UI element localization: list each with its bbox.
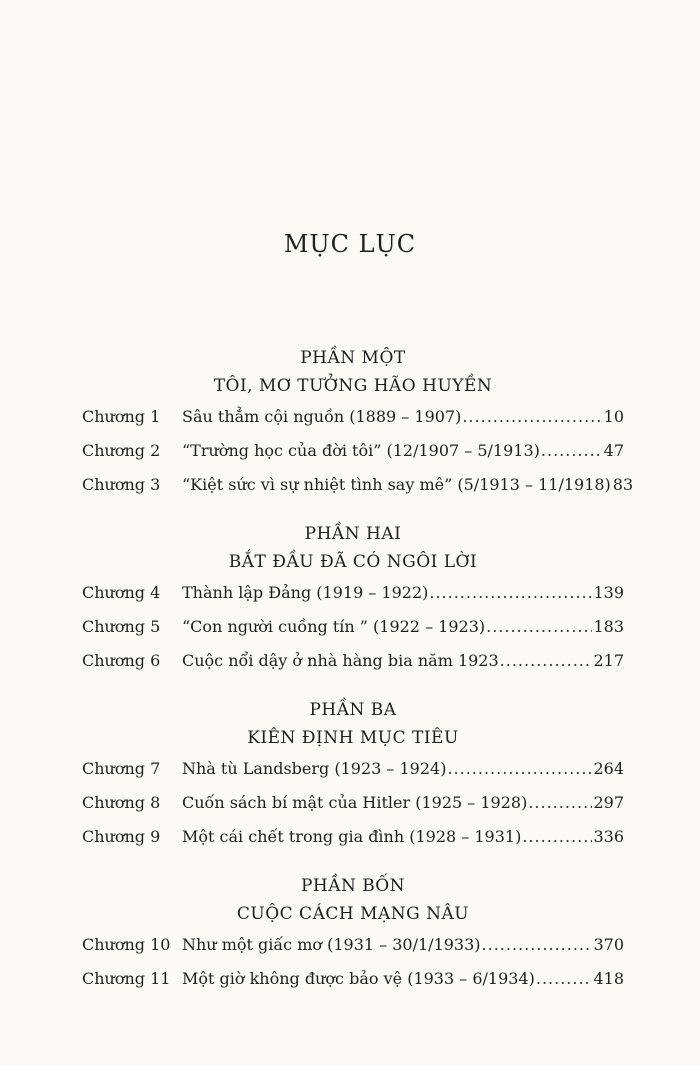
part-title: KIÊN ĐỊNH MỤC TIÊU xyxy=(247,728,459,748)
dot-leader xyxy=(486,617,592,636)
chapter-title: Cuốn sách bí mật của Hitler (1925 – 1928) xyxy=(182,793,528,812)
dot-leader xyxy=(429,583,592,602)
toc-entry[interactable] xyxy=(82,827,624,861)
toc-entry[interactable] xyxy=(82,617,624,651)
dot-leader xyxy=(482,935,593,954)
part-heading xyxy=(82,699,624,749)
dot-leader xyxy=(500,651,593,670)
part-title: CUỘC CÁCH MẠNG NÂU xyxy=(236,904,470,924)
toc-entry[interactable] xyxy=(82,969,624,1003)
page-number: 10 xyxy=(603,407,624,426)
toc-entry[interactable] xyxy=(82,407,624,441)
chapter-label: Chương 11 xyxy=(82,969,171,988)
part-label: PHẦN HAI xyxy=(304,524,402,544)
dot-leader xyxy=(447,759,592,778)
chapter-label: Chương 3 xyxy=(82,475,161,494)
chapter-title: Như một giấc mơ (1931 – 30/1/1933) xyxy=(182,935,481,954)
chapter-title: Sâu thẳm cội nguồn (1889 – 1907) xyxy=(182,407,462,426)
part-heading xyxy=(82,523,624,573)
toc-entry[interactable] xyxy=(82,759,624,793)
toc-entry[interactable] xyxy=(82,441,624,475)
spacer xyxy=(82,509,624,523)
toc-entry[interactable] xyxy=(82,475,634,509)
chapter-title: Một cái chết trong gia đình (1928 – 1931) xyxy=(182,827,522,846)
chapter-label: Chương 6 xyxy=(82,651,161,670)
chapter-label: Chương 2 xyxy=(82,441,161,460)
page-title: MỤC LỤC xyxy=(283,230,417,258)
spacer xyxy=(82,861,624,875)
part-label: PHẦN MỘT xyxy=(300,348,406,368)
chapter-label: Chương 4 xyxy=(82,583,161,602)
part-title: TÔI, MƠ TƯỞNG HÃO HUYỀN xyxy=(213,376,493,396)
chapter-title: Cuộc nổi dậy ở nhà hàng bia năm 1923 xyxy=(182,651,499,670)
chapter-label: Chương 5 xyxy=(82,617,161,636)
chapter-title: Thành lập Đảng (1919 – 1922) xyxy=(182,583,429,602)
dot-leader xyxy=(462,407,602,426)
chapter-title: “Trường học của đời tôi” (12/1907 – 5/1913) xyxy=(182,441,540,460)
spacer xyxy=(82,685,624,699)
toc-entry[interactable] xyxy=(82,793,624,827)
dot-leader xyxy=(522,827,592,846)
page-number: 83 xyxy=(612,475,634,494)
page-number: 47 xyxy=(603,441,624,460)
page-number: 217 xyxy=(593,651,624,670)
dot-leader xyxy=(541,441,603,460)
chapter-label: Chương 1 xyxy=(82,407,161,426)
chapter-title: Một giờ không được bảo vệ (1933 – 6/1934) xyxy=(182,969,535,988)
chapter-title: Nhà tù Landsberg (1923 – 1924) xyxy=(182,759,447,778)
dot-leader xyxy=(528,793,592,812)
part-heading xyxy=(82,875,624,925)
toc-entry[interactable] xyxy=(82,935,624,969)
page-number: 183 xyxy=(593,617,624,636)
part-heading xyxy=(82,347,624,397)
chapter-label: Chương 9 xyxy=(82,827,161,846)
chapter-label: Chương 10 xyxy=(82,935,171,954)
page-number: 370 xyxy=(593,935,624,954)
page-number: 336 xyxy=(593,827,624,846)
chapter-title: “Kiệt sức vì sự nhiệt tình say mê” (5/1913 – 11/1918) xyxy=(182,475,611,494)
page-number: 297 xyxy=(593,793,624,812)
toc-entry[interactable] xyxy=(82,651,624,685)
chapter-label: Chương 7 xyxy=(82,759,161,778)
chapter-label: Chương 8 xyxy=(82,793,161,812)
table-of-contents xyxy=(82,347,634,1003)
chapter-title: “Con người cuồng tín ” (1922 – 1923) xyxy=(182,617,486,636)
toc-entry[interactable] xyxy=(82,583,624,617)
page-number: 139 xyxy=(593,583,624,602)
page-number: 418 xyxy=(593,969,624,988)
part-label: PHẦN BA xyxy=(309,700,397,720)
dot-leader xyxy=(536,969,593,988)
part-title: BẮT ĐẦU ĐÃ CÓ NGÔI LỜI xyxy=(228,552,478,572)
part-label: PHẦN BỐN xyxy=(300,876,406,896)
page-number: 264 xyxy=(593,759,624,778)
